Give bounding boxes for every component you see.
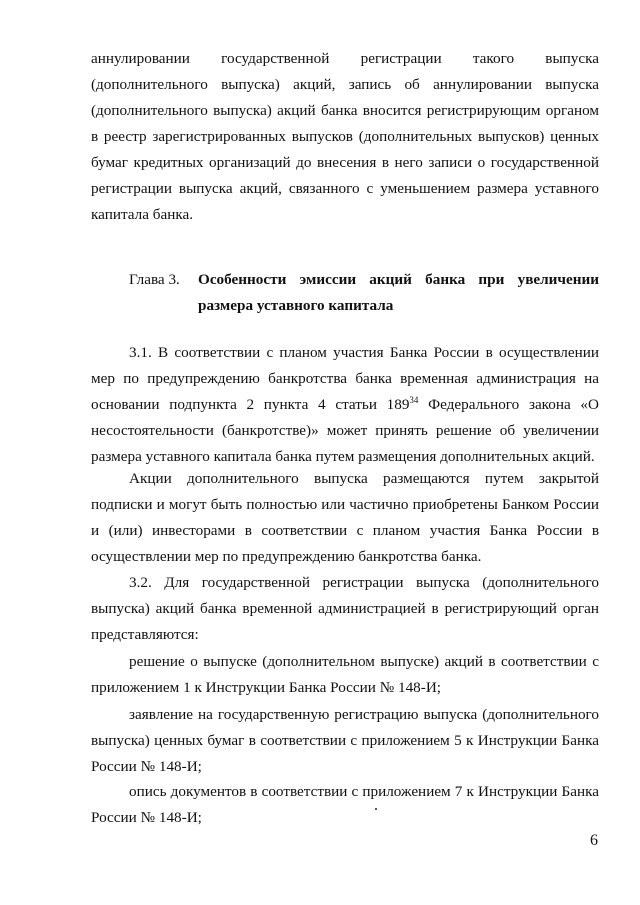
page-number: 6 <box>590 832 598 849</box>
paragraph-additional-shares-text: Акции дополнительного выпуска размещаются путем закрытой подписки и могут быть полностью или частично приобретены Банком России и (или) инвесторами в соответствии с планом участия Банка России в осуществлении мер по предупреждению банкротства банка. <box>91 470 599 565</box>
chapter-title: Особенности эмиссии акций банка при увеличении размера уставного капитала <box>198 271 599 314</box>
chapter-label: Глава 3. <box>129 271 180 288</box>
paragraph-3-2 <box>91 570 599 648</box>
scan-artifact-dot <box>375 808 377 810</box>
paragraph-3-1-end: Федерального закона «О несостоятельности (банкротстве)» может принять решение об увеличении размера уставного капитала банка путем размещения дополнительных акций. <box>91 396 599 465</box>
footnote-ref-34: 34 <box>409 395 419 405</box>
paragraph-annulment <box>91 46 599 228</box>
paragraph-3-2-text: 3.2. Для государственной регистрации выпуска (дополнительного выпуска) акций банка временной администрацией в регистрирующий орган представляются: <box>91 574 599 643</box>
list-item-decision-text: решение о выпуске (дополнительном выпуске) акций в соответствии с приложением 1 к Инструкции Банка России № 148-И; <box>91 653 599 696</box>
list-item-inventory <box>91 779 599 831</box>
paragraph-3-1-start: 3.1. В соответствии с планом участия Банка России в осуществлении мер по предупреждению банкротства банка временная администрация на основании подпункта 2 пункта 4 статьи 189 <box>91 344 599 413</box>
paragraph-3-1-text <box>91 340 599 470</box>
list-item-inventory-text: опись документов в соответствии с приложением 7 к Инструкции Банка России № 148-И; <box>91 783 599 826</box>
list-item-decision <box>91 649 599 701</box>
paragraph-3-1 <box>91 340 599 470</box>
list-item-application <box>91 702 599 780</box>
list-item-application-text: заявление на государственную регистрацию выпуска (дополнительного выпуска) ценных бумаг в соответствии с приложением 5 к Инструкции Банка России № 148-И; <box>91 706 599 775</box>
paragraph-additional-shares <box>91 466 599 570</box>
paragraph-annulment-text: аннулировании государственной регистрации такого выпуска (дополнительного выпуска) акций, запись об аннулировании выпуска (дополнительного выпуска) акций банка вносится регистрирующим органом в реестр зарегистрированных выпусков (дополнительных выпусков) ценных бумаг кредитных организаций до внесения в него записи о государственной регистрации выпуска акций, связанного с уменьшением размера уставного капитала банка. <box>91 50 599 223</box>
